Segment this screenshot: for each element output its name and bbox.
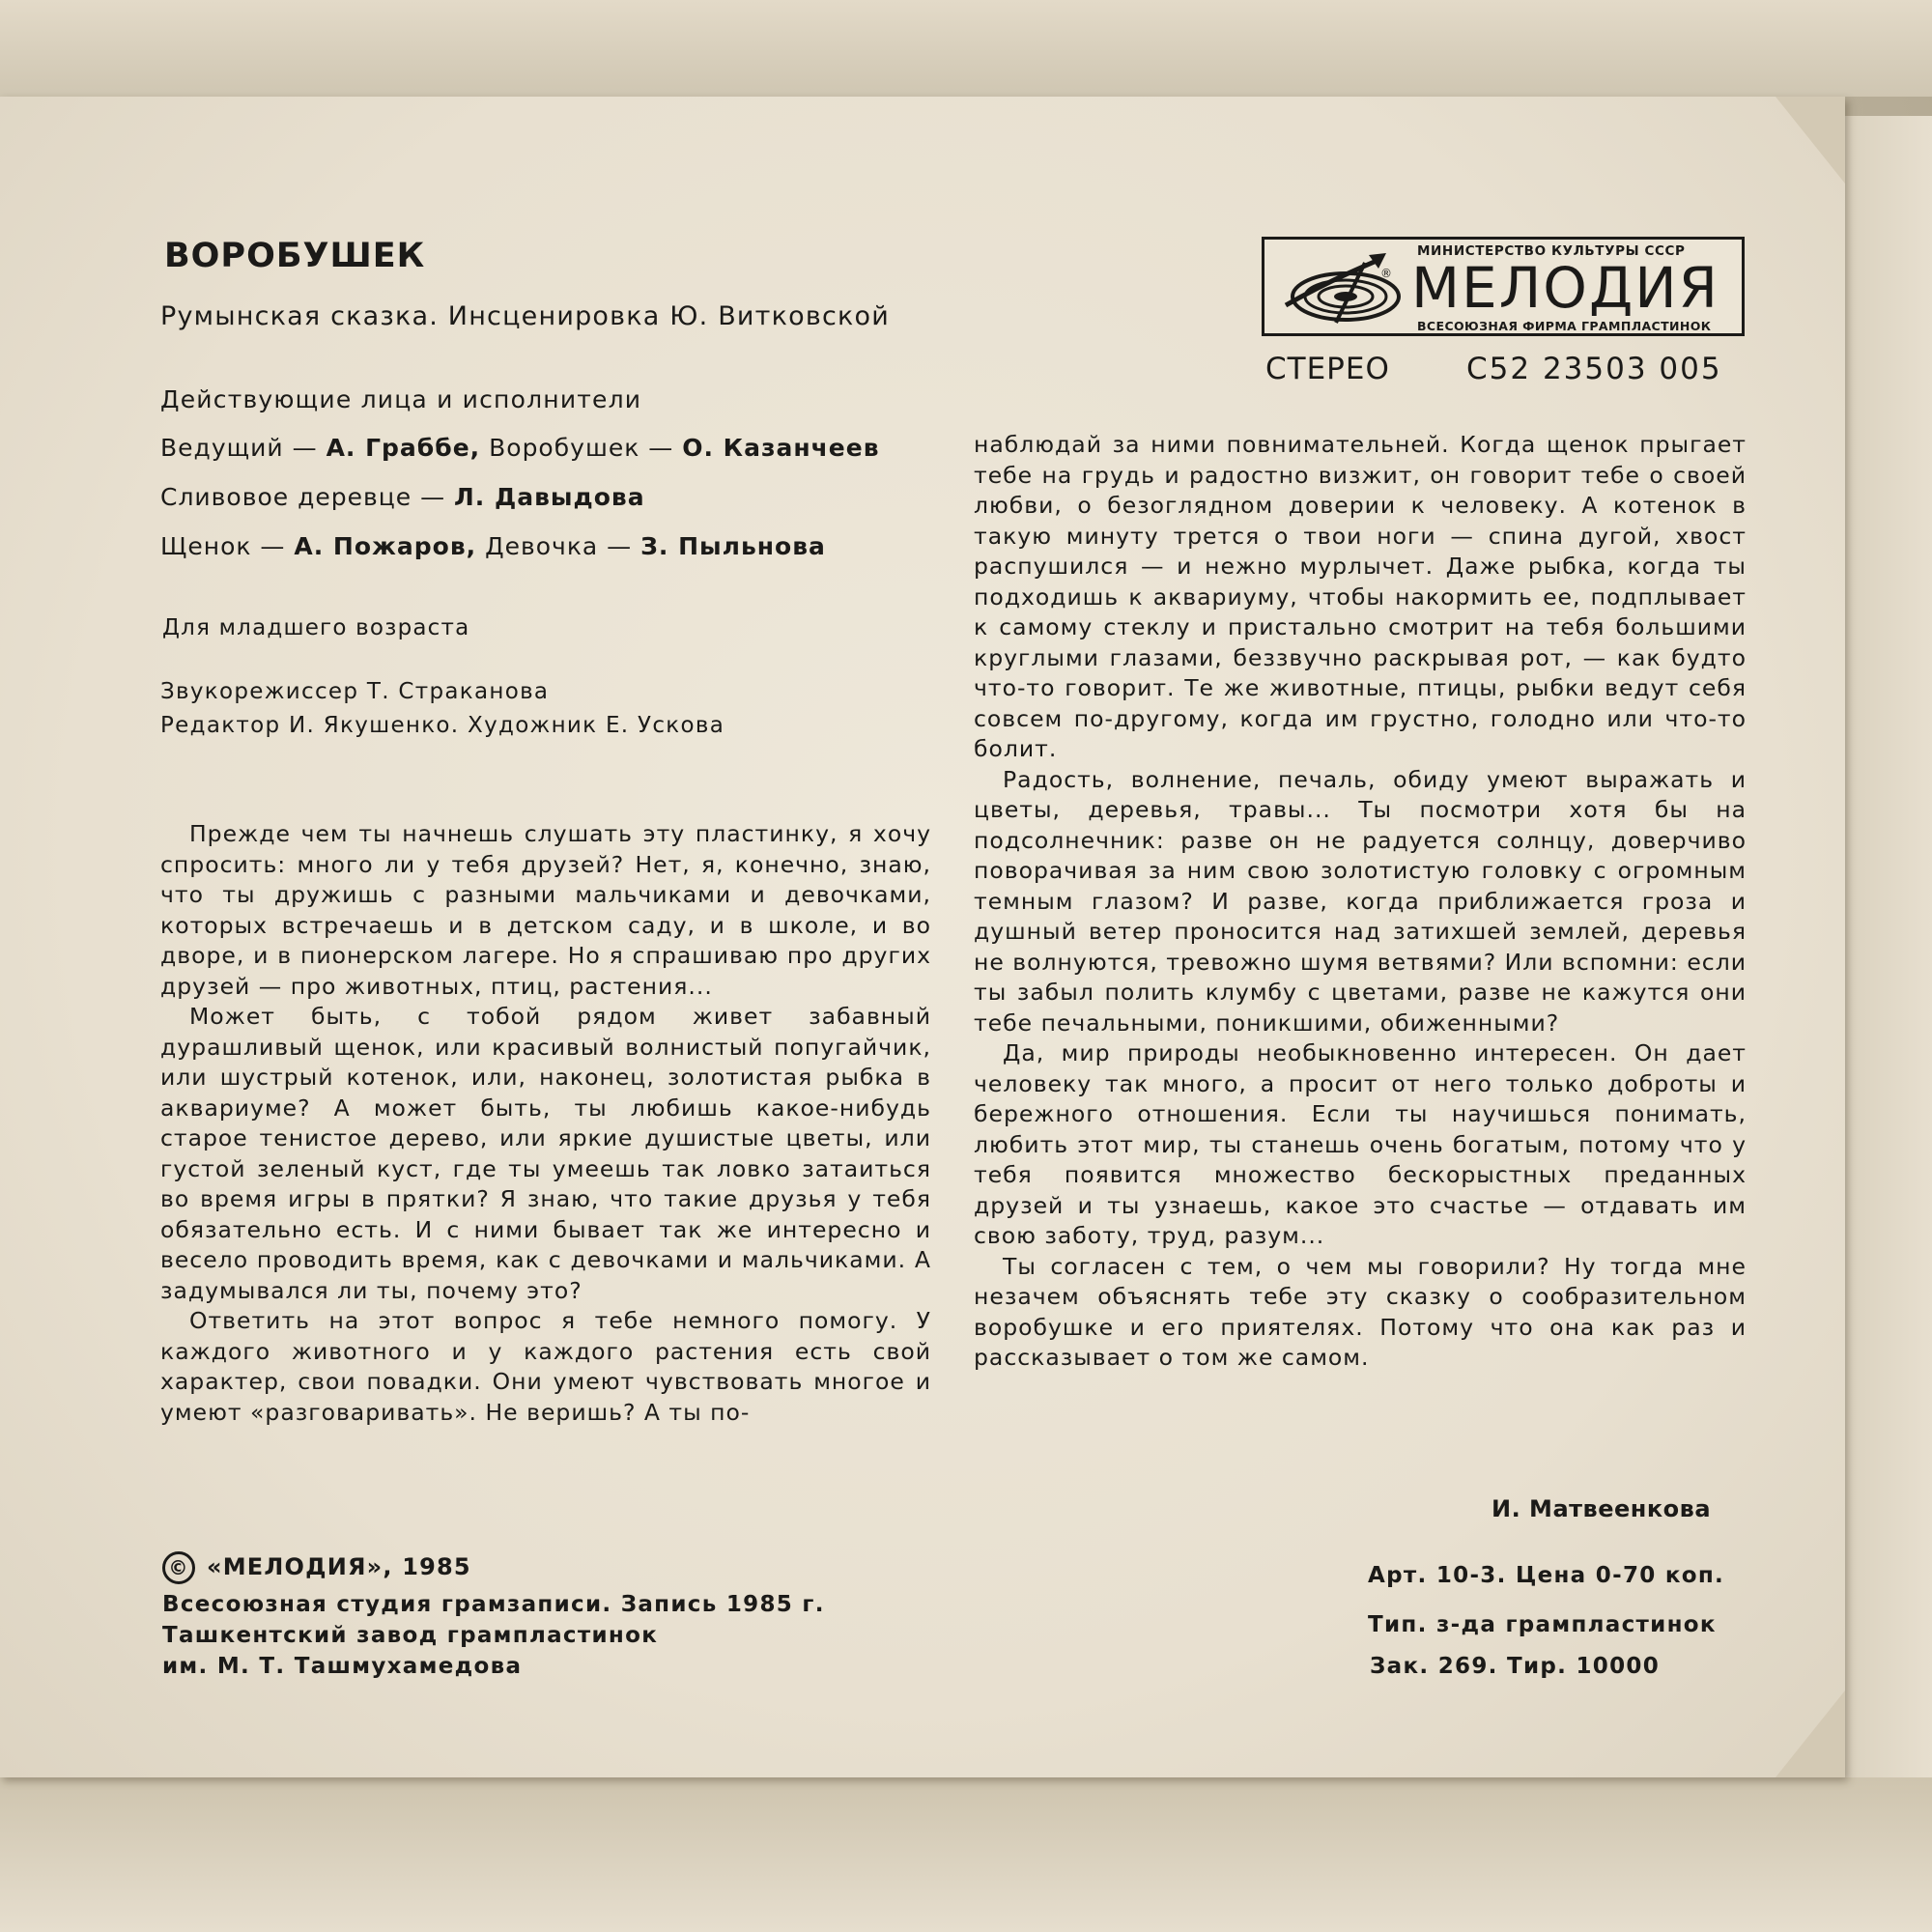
credit-editor-artist: Редактор И. Якушенко. Художник Е. Ускова [160,713,725,738]
cast-heading: Действующие лица и исполнители [160,385,642,413]
copyright-text: «МЕЛОДИЯ», 1985 [207,1553,471,1580]
liner-notes-right-column [974,430,1747,1374]
role-name: Ведущий — [160,434,327,462]
logo-ministry-text: МИНИСТЕРСТВО КУЛЬТУРЫ СССР [1417,243,1686,259]
performer-name: О. Казанчеев [682,434,880,462]
sleeve-corner-top [1776,97,1845,184]
logo-firm-text: ВСЕСОЮЗНАЯ ФИРМА ГРАМПЛАСТИНОК [1417,319,1712,333]
liner-paragraph: наблюдай за ними повнимательней. Когда щенок прыгает тебе на грудь и радостно визжит, он говорит тебе о своей любви, о безоглядном доверии к человеку. А котенок в такую минуту трется о твои ноги — спина дугой, хвост распушился — и нежно мурлычет. Даже рыбка, когда ты подходишь к аквариуму, чтобы накормить ее, подплывает к самому стеклу и пристально смотрит на тебя большими круглыми глазами, беззвучно раскрывая рот, — как будто что-то говорит. Те же животные, птицы, рыбки ведут себя совсем по-другому, когда им грустно, голодно или что-то болит. [974,431,1747,762]
melodiya-logo [1262,237,1745,336]
liner-notes-left-column [160,819,931,1532]
role-name: Щенок — [160,532,295,560]
liner-paragraph: Ответить на этот вопрос я тебе немного помогу. У каждого животного и у каждого растения есть свой характер, свои повадки. Они умеют чувствовать многое и умеют «разговаривать». Не веришь? А ты по- [160,1307,931,1426]
role-name: Девочка — [476,532,641,560]
performer-name: А. Пожаров, [294,532,477,560]
cast-line [160,434,880,462]
liner-paragraph: Ты согласен с тем, о чем мы говорили? Ну тогда мне незачем объяснять тебе эту сказку о сообразительном воробушке и его приятелях. Потому что она как раз и рассказывает о том же самом. [974,1252,1747,1371]
sleeve-corner-bottom [1776,1690,1845,1777]
registered-mark: ® [1380,267,1392,280]
order-run-info: Зак. 269. Тир. 10000 [1370,1654,1661,1679]
record-title: ВОРОБУШЕК [164,237,426,275]
copyright-icon: © [162,1551,195,1584]
liner-paragraph: Радость, волнение, печаль, обиду умеют выражать и цветы, деревья, травы... Ты посмотри хотя бы на подсолнечник: разве он не радуется солнцу, доверчиво поворачивая за ним свою золотистую головку с огромным темным глазом? И разве, когда приближается гроза и душный ветер проносится над затихшей землей, деревья не волнуются, тревожно шумя ветвями? Или вспомни: если ты забыл полить клумбу с цветами, разве не кажутся они тебе печальными, поникшими, обиженными? [974,765,1747,1037]
logo-brand-name: МЕЛОДИЯ [1411,255,1719,321]
pressing-plant-name: им. М. Т. Ташмухамедова [162,1654,523,1679]
cast-line [160,483,645,511]
age-group-note: Для младшего возраста [162,615,470,640]
credit-sound-engineer: Звукорежиссер Т. Страканова [160,679,550,704]
performer-name: А. Граббе, [326,434,481,462]
liner-paragraph: Может быть, с тобой рядом живет забавный дурашливый щенок, или красивый волнистый попугайчик, или шустрый котенок, или, наконец, золотистая рыбка в аквариуме? А может быть, ты любишь какое-нибудь старое тенистое дерево, или яркие душистые цветы, или густой зеленый куст, где ты умеешь так ловко затаиться во время игры в прятки? Я знаю, что такие друзья у тебя обязательно есть. И с ними бывает так же интересно и весело проводить время, как с девочками и мальчиками. А задумывался ли ты, почему это? [160,1003,931,1304]
role-name: Сливовое деревце — [160,483,455,511]
record-subtitle: Румынская сказка. Инсценировка Ю. Витковской [160,301,890,331]
cast-line [160,532,826,560]
melodiya-disc-logo-icon [1268,243,1413,330]
copyright-line [162,1551,471,1584]
audio-format: СТЕРЕО [1265,352,1390,386]
pressing-plant: Ташкентский завод грампластинок [162,1623,659,1648]
catalog-number: С52 23503 005 [1466,352,1722,386]
price-info: Арт. 10-3. Цена 0-70 коп. [1368,1563,1725,1588]
author-signature: И. Матвеенкова [1492,1495,1712,1522]
sleeve-top-flap [0,0,1932,97]
role-name: Воробушек — [480,434,683,462]
performer-name: Л. Давыдова [454,483,645,511]
sleeve-bottom-flap [0,1777,1932,1932]
pressing-studio: Всесоюзная студия грамзаписи. Запись 1985 г. [162,1592,825,1617]
print-shop-info: Тип. з-да грампластинок [1368,1612,1717,1637]
liner-paragraph: Да, мир природы необыкновенно интересен. Он дает человеку так много, а просит от него только доброты и бережного отношения. Если ты научишься понимать, любить этот мир, ты станешь очень богатым, потому что у тебя появится множество бескорыстных преданных друзей и ты узнаешь, какое это счастье — отдавать им свою заботу, труд, разум... [974,1039,1747,1249]
liner-paragraph: Прежде чем ты начнешь слушать эту пластинку, я хочу спросить: много ли у тебя друзей? Нет, я, конечно, знаю, что ты дружишь с разными мальчиками и девочками, которых встречаешь и в детском саду, и в школе, и во дворе, и в пионерском лагере. Но я спрашиваю про других друзей — про животных, птиц, растения... [160,820,931,1000]
sleeve-right-flap [1835,116,1932,1777]
performer-name: З. Пыльнова [640,532,826,560]
